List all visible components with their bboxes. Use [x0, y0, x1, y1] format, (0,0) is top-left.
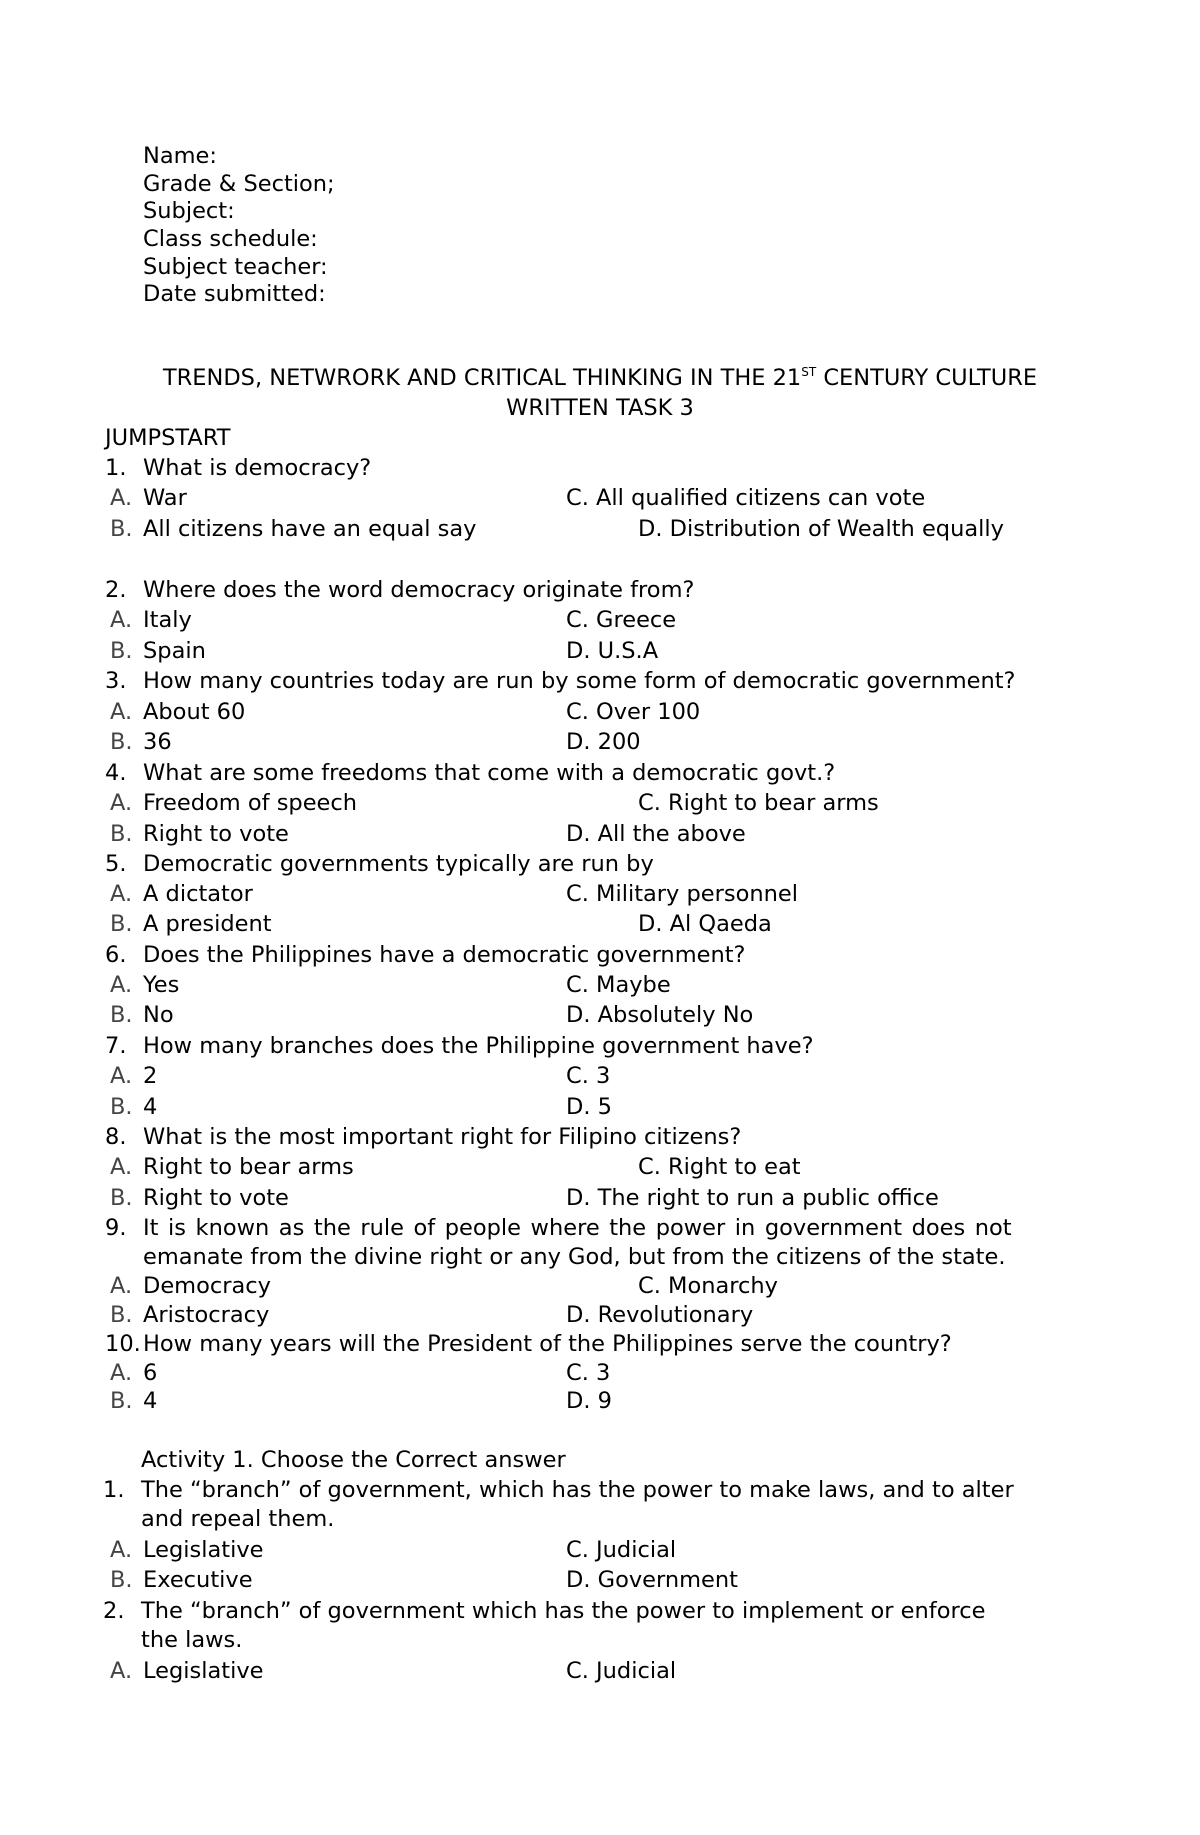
question-text: Does the Philippines have a democratic government?	[143, 942, 746, 968]
question-number: 5.	[105, 851, 127, 877]
option-a: War	[143, 485, 187, 511]
option-letter-a: A.	[110, 972, 133, 998]
option-c: C. 3	[566, 1063, 611, 1089]
option-letter-a: A.	[110, 1658, 133, 1684]
option-a: Freedom of speech	[143, 790, 358, 816]
question-number: 9.	[105, 1215, 127, 1241]
option-d: D. 9	[566, 1388, 612, 1414]
option-d: D. Government	[566, 1567, 738, 1593]
option-b: 4	[143, 1094, 158, 1120]
question-number: 2.	[103, 1598, 125, 1624]
option-a: Legislative	[143, 1658, 264, 1684]
date-submitted-label: Date submitted:	[143, 281, 326, 307]
question-text: The “branch” of government, which has the power to make laws, and to alter	[141, 1477, 1014, 1503]
option-b: Spain	[143, 638, 206, 664]
grade-section-label: Grade & Section;	[143, 171, 335, 197]
option-d: D. 5	[566, 1094, 612, 1120]
question-number: 8.	[105, 1124, 127, 1150]
option-a: Democracy	[143, 1273, 271, 1299]
option-b: Right to vote	[143, 821, 289, 847]
option-letter-a: A.	[110, 607, 133, 633]
option-b: Aristocracy	[143, 1302, 270, 1328]
activity-heading: Activity 1. Choose the Correct answer	[141, 1447, 566, 1473]
option-letter-a: A.	[110, 1273, 133, 1299]
option-c: C. All qualified citizens can vote	[566, 485, 926, 511]
question-number: 1.	[105, 455, 127, 481]
option-c: C. Military personnel	[566, 881, 799, 907]
option-letter-d: D.	[638, 516, 663, 542]
option-letter-a: A.	[110, 1360, 133, 1386]
option-letter-a: A.	[110, 1154, 133, 1180]
question-number: 6.	[105, 942, 127, 968]
option-a: Italy	[143, 607, 192, 633]
option-b: A president	[143, 911, 272, 937]
option-c: C. 3	[566, 1360, 611, 1386]
option-d: D. Absolutely No	[566, 1002, 754, 1028]
option-letter-b: B.	[110, 516, 133, 542]
title-tail: CENTURY CULTURE	[816, 365, 1038, 391]
title-superscript: ST	[801, 365, 817, 379]
option-letter-a: A.	[110, 699, 133, 725]
option-letter-b: B.	[110, 1388, 133, 1414]
option-a: About 60	[143, 699, 246, 725]
question-number: 2.	[105, 577, 127, 603]
option-letter-a: A.	[110, 485, 133, 511]
question-number: 4.	[105, 760, 127, 786]
subject-label: Subject:	[143, 198, 235, 224]
option-d: D. All the above	[566, 821, 746, 847]
option-letter-b: B.	[110, 729, 133, 755]
option-c: C. Over 100	[566, 699, 701, 725]
option-c: C. Greece	[566, 607, 677, 633]
option-letter-a: A.	[110, 881, 133, 907]
question-number: 3.	[105, 668, 127, 694]
option-a: A dictator	[143, 881, 253, 907]
option-letter-b: B.	[110, 821, 133, 847]
question-number: 10.	[105, 1331, 141, 1357]
option-a: Right to bear arms	[143, 1154, 354, 1180]
option-c: C. Judicial	[566, 1537, 677, 1563]
option-b: 36	[143, 729, 172, 755]
option-d: D. U.S.A	[566, 638, 659, 664]
option-d: D. Al Qaeda	[638, 911, 772, 937]
option-d: D. Revolutionary	[566, 1302, 754, 1328]
class-schedule-label: Class schedule:	[143, 226, 318, 252]
option-letter-b: B.	[110, 1302, 133, 1328]
option-b: Right to vote	[143, 1185, 289, 1211]
option-d: D. The right to run a public office	[566, 1185, 939, 1211]
option-letter-a: A.	[110, 1537, 133, 1563]
option-c: C. Right to bear arms	[638, 790, 879, 816]
option-b: 4	[143, 1388, 158, 1414]
task-title: WRITTEN TASK 3	[506, 395, 694, 421]
option-c: C. Monarchy	[638, 1273, 778, 1299]
option-a: Legislative	[143, 1537, 264, 1563]
question-text: It is known as the rule of people where the power in government does not	[143, 1215, 1012, 1241]
question-text: What is democracy?	[143, 455, 372, 481]
option-a: 2	[143, 1063, 158, 1089]
option-letter-c: C.	[566, 485, 589, 511]
question-text: How many branches does the Philippine government have?	[143, 1033, 814, 1059]
option-letter-b: B.	[110, 1094, 133, 1120]
option-c: C. Judicial	[566, 1658, 677, 1684]
option-letter-b: B.	[110, 1002, 133, 1028]
option-c: C. Right to eat	[638, 1154, 801, 1180]
subject-teacher-label: Subject teacher:	[143, 254, 328, 280]
question-text: What is the most important right for Filipino citizens?	[143, 1124, 742, 1150]
option-c: C. Maybe	[566, 972, 671, 998]
question-text: Where does the word democracy originate from?	[143, 577, 695, 603]
question-text-continued: the laws.	[141, 1627, 243, 1653]
question-text: Democratic governments typically are run by	[143, 851, 654, 877]
question-text: How many countries today are run by some form of democratic government?	[143, 668, 1016, 694]
option-letter-a: A.	[110, 790, 133, 816]
option-d: D. 200	[566, 729, 641, 755]
question-number: 1.	[103, 1477, 125, 1503]
option-letter-b: B.	[110, 1185, 133, 1211]
option-letter-b: B.	[110, 638, 133, 664]
name-label: Name:	[143, 143, 217, 169]
question-text: How many years will the President of the Philippines serve the country?	[143, 1331, 952, 1357]
option-b: No	[143, 1002, 174, 1028]
question-text-continued: and repeal them.	[141, 1506, 335, 1532]
question-text: The “branch” of government which has the power to implement or enforce	[141, 1598, 986, 1624]
jumpstart-heading: JUMPSTART	[105, 425, 231, 451]
document-title	[0, 364, 1200, 395]
option-b: All citizens have an equal say	[143, 516, 477, 542]
option-letter-a: A.	[110, 1063, 133, 1089]
title-main: TRENDS, NETWRORK AND CRITICAL THINKING IN THE 21	[162, 365, 802, 391]
option-a: 6	[143, 1360, 158, 1386]
option-a: Yes	[143, 972, 180, 998]
option-letter-b: B.	[110, 1567, 133, 1593]
option-letter-b: B.	[110, 911, 133, 937]
question-text: What are some freedoms that come with a democratic govt.?	[143, 760, 836, 786]
question-number: 7.	[105, 1033, 127, 1059]
option-d: D. Distribution of Wealth equally	[638, 516, 1004, 542]
option-b: Executive	[143, 1567, 253, 1593]
question-text-continued: emanate from the divine right or any God, but from the citizens of the state.	[143, 1244, 1006, 1270]
